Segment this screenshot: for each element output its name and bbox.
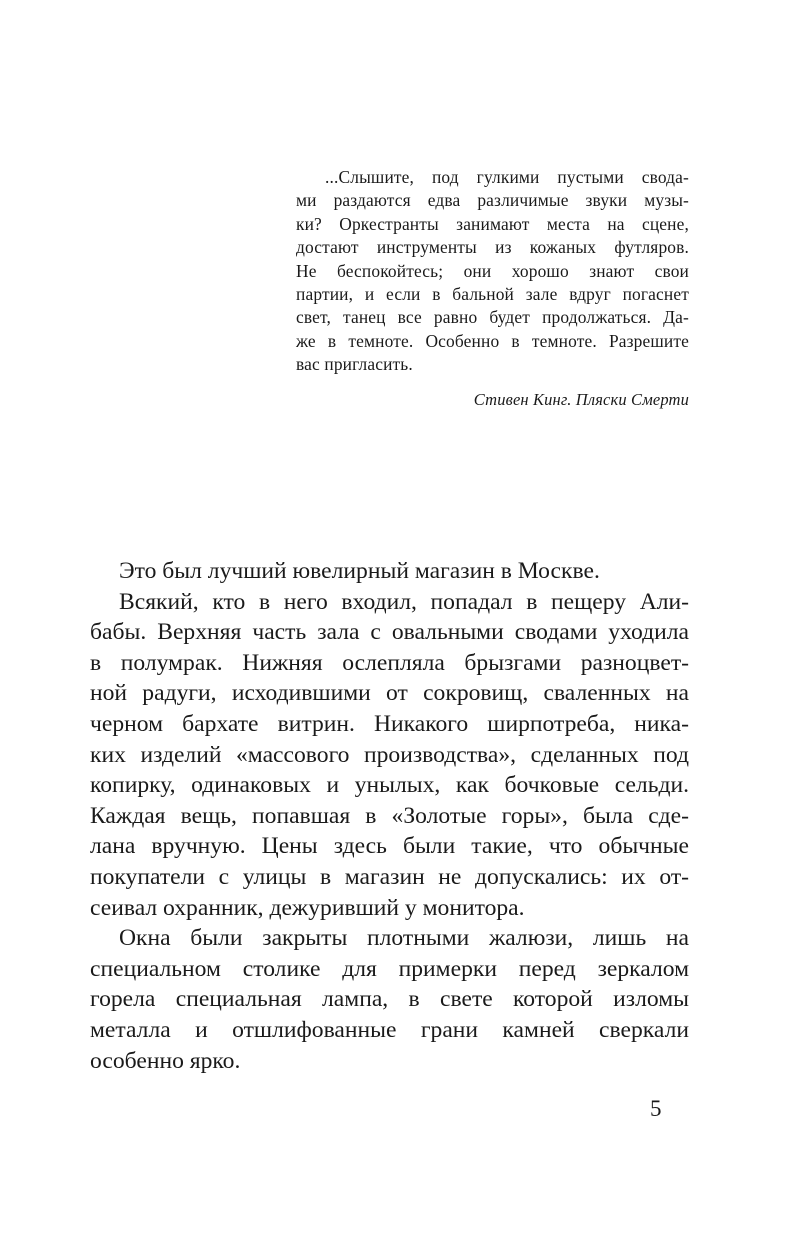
paragraph-line: Всякий, кто в него входил, попадал в пещеру Али-	[119, 588, 689, 615]
epigraph-line: партии, и если в бальной зале вдруг погаснет	[296, 283, 689, 304]
paragraph-line: покупатели с улицы в магазин не допускались: их от-	[90, 863, 689, 890]
paragraph-line: Каждая вещь, попавшая в «Золотые горы», была сде-	[90, 802, 689, 829]
paragraph-line: Это был лучший ювелирный магазин в Москве.	[119, 558, 600, 584]
epigraph-attribution: Стивен Кинг. Пляски Смерти	[473, 389, 689, 409]
epigraph-line: ми раздаются едва различимые звуки музы-	[296, 190, 689, 211]
paragraph-line: сеивал охранник, дежуривший у монитора.	[90, 894, 525, 921]
paragraph-line: лана вручную. Цены здесь были такие, что обычные	[90, 833, 689, 860]
paragraph	[90, 587, 689, 924]
epigraph-line: Не беспокойтесь; они хорошо знают свои	[296, 260, 689, 281]
paragraph-line: в полумрак. Нижняя ослепляла брызгами разноцвет-	[90, 649, 689, 676]
paragraph-line: ной радуги, исходившими от сокровищ, сваленных на	[90, 680, 689, 707]
paragraph-line: особенно ярко.	[90, 1047, 241, 1074]
epigraph	[296, 166, 689, 411]
body-text	[90, 556, 689, 1076]
epigraph-line: вас пригласить.	[296, 354, 413, 375]
paragraph-line: Окна были закрыты плотными жалюзи, лишь на	[119, 925, 689, 952]
epigraph-line: же в темноте. Особенно в темноте. Разрешите	[296, 330, 689, 351]
paragraph-line: черном бархате витрин. Никакого ширпотреба, ника-	[90, 710, 689, 737]
paragraph-line: бабы. Верхняя часть зала с овальными сводами уходила	[90, 619, 689, 646]
paragraph-line: специальном столике для примерки перед зеркалом	[90, 955, 689, 982]
paragraph	[90, 923, 689, 1076]
page-number: 5	[650, 1096, 662, 1121]
epigraph-line: ...Слышите, под гулкими пустыми свода-	[325, 167, 689, 187]
epigraph-line: ки? Оркестранты занимают места на сцене,	[296, 213, 689, 234]
paragraph-line: копирку, одинаковых и унылых, как бочковые сельди.	[90, 772, 689, 799]
paragraph-line: горела специальная лампа, в свете которой изломы	[90, 986, 689, 1013]
epigraph-line: свет, танец все равно будет продолжаться. Да-	[296, 307, 689, 328]
paragraph	[90, 556, 689, 587]
epigraph-line: достают инструменты из кожаных футляров.	[296, 237, 689, 258]
paragraph-line: ких изделий «массового производства», сделанных под	[90, 741, 689, 768]
paragraph-line: металла и отшлифованные грани камней сверкали	[90, 1016, 689, 1043]
